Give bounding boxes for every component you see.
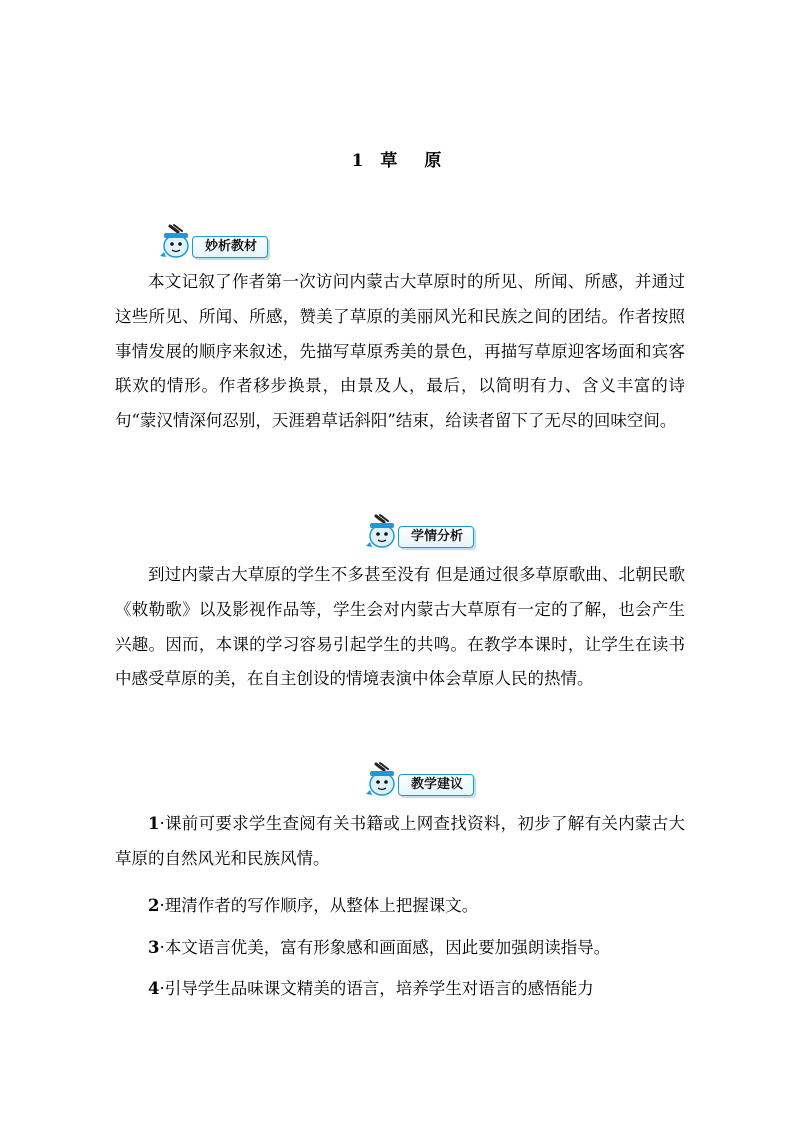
mascot-icon [362,512,404,550]
section-label: 教学建议 [398,774,474,796]
lesson-title-char-1: 草 [380,151,399,171]
mascot-icon [362,760,404,798]
section-label: 妙析教材 [192,236,268,258]
section-badge-students [362,516,474,550]
section-label: 学情分析 [398,526,474,548]
lesson-title-char-2: 原 [424,151,443,171]
analysis-paragraph: 本文记叙了作者第一次访问内蒙古大草原时的所见、所闻、所感，并通过这些所见、所闻、所感，赞美了草原的美丽风光和民族之间的团结。作者按照事情发展的顺序来叙述，先描写草原秀美的景色，再描写草原迎客场面和宾客联欢的情形。作者移步换景，由景及人，最后，以简明有力、含义丰富的诗句“蒙汉情深何忍别，天涯碧草话斜阳”结束，给读者留下了无尽的回味空间。 [115,272,685,431]
lesson-number: 1 [351,151,365,171]
suggestion-item-2: 2·理清作者的写作顺序，从整体上把握课文。 [148,896,479,915]
suggestion-item-3: 3·本文语言优美，富有形象感和画面感，因此要加强朗读指导。 [148,938,611,957]
mascot-icon [156,222,198,260]
section-badge-analysis [156,226,268,260]
section-badge-suggestions [362,764,474,798]
lesson-title [0,146,794,171]
suggestion-item-4: 4·引导学生品味课文精美的语言，培养学生对语言的感悟能力 [148,979,594,998]
suggestion-item-1: 1·课前可要求学生查阅有关书籍或上网查找资料，初步了解有关内蒙古大草原的自然风光和民族风情。 [115,814,685,868]
students-paragraph: 到过内蒙古大草原的学生不多甚至没有 但是通过很多草原歌曲、北朝民歌《敕勒歌》以及影视作品等，学生会对内蒙古大草原有一定的了解，也会产生兴趣。因而，本课的学习容易引起学生的共鸣。在教学本课时，让学生在读书中感受草原的美，在自主创设的情境表演中体会草原人民的热情。 [115,565,685,689]
